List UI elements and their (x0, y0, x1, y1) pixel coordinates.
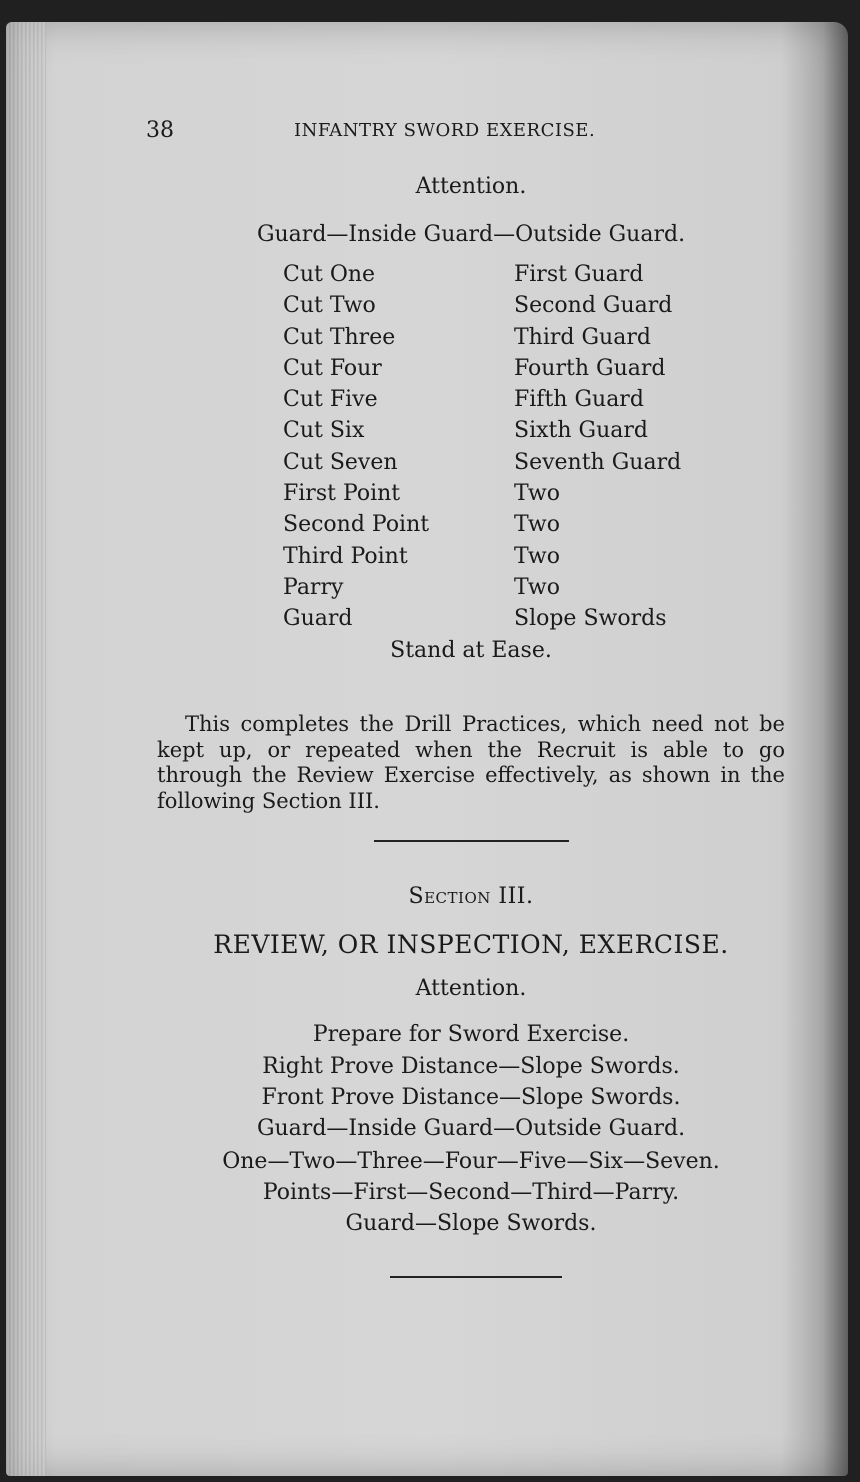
drill-response: Two (514, 512, 560, 538)
review-command-line: Guard—Slope Swords. (345, 1211, 597, 1236)
closing-divider (390, 1276, 562, 1278)
review-command-line: Front Prove Distance—Slope Swords. (261, 1085, 681, 1110)
drill-command: Second Point (283, 512, 430, 538)
review-command-line: Guard—Inside Guard—Outside Guard. (256, 1116, 686, 1141)
drill-response: Sixth Guard (514, 418, 648, 444)
drill-response: Seventh Guard (514, 449, 682, 475)
drill-command: Cut Two (283, 293, 376, 319)
drill-command: Parry (283, 574, 344, 600)
drill-heading: Attention. (415, 174, 527, 199)
drill-command: First Point (283, 481, 401, 507)
drill-response: Fourth Guard (514, 355, 666, 381)
drill-command: Guard (283, 606, 353, 632)
drill-response: Slope Swords (514, 606, 667, 632)
review-command-line: One—Two—Three—Four—Five—Six—Seven. (222, 1149, 720, 1174)
drill-response: First Guard (514, 262, 644, 287)
drill-command: Cut Five (283, 387, 378, 413)
drill-response: Two (514, 574, 560, 600)
review-command-line: Points—First—Second—Third—Parry. (262, 1180, 680, 1205)
page-number: 38 (146, 118, 174, 143)
section-heading: REVIEW, OR INSPECTION, EXERCISE. (213, 930, 729, 959)
drill-command: Cut Three (283, 324, 396, 350)
section-label: Section III. (408, 884, 534, 909)
drill-command: Third Point (283, 543, 408, 569)
drill-response: Fifth Guard (514, 387, 644, 413)
drill-response: Two (514, 481, 560, 507)
section-divider (374, 840, 569, 842)
drill-command: Cut Six (283, 418, 365, 444)
drill-command: Cut Seven (283, 449, 398, 475)
review-command-line: Prepare for Sword Exercise. (312, 1022, 630, 1047)
drill-command: Cut One (283, 262, 376, 287)
drill-closing: Stand at Ease. (390, 638, 552, 663)
book-page (6, 22, 848, 1476)
review-command-line: Right Prove Distance—Slope Swords. (262, 1054, 680, 1079)
drill-command: Cut Four (283, 355, 382, 381)
drill-response: Two (514, 543, 560, 569)
drill-response: Second Guard (514, 293, 673, 319)
section-attention: Attention. (415, 976, 527, 1001)
drill-guard-line: Guard—Inside Guard—Outside Guard. (256, 222, 686, 247)
running-title: INFANTRY SWORD EXERCISE. (294, 120, 596, 141)
body-paragraph: This completes the Drill Practices, which need not be kept up, or repeated when the Recruit is able to go through the Review Exercise effectively, as shown in the following Section III. (157, 712, 785, 813)
page-header (146, 118, 646, 148)
drill-response: Third Guard (514, 324, 651, 350)
